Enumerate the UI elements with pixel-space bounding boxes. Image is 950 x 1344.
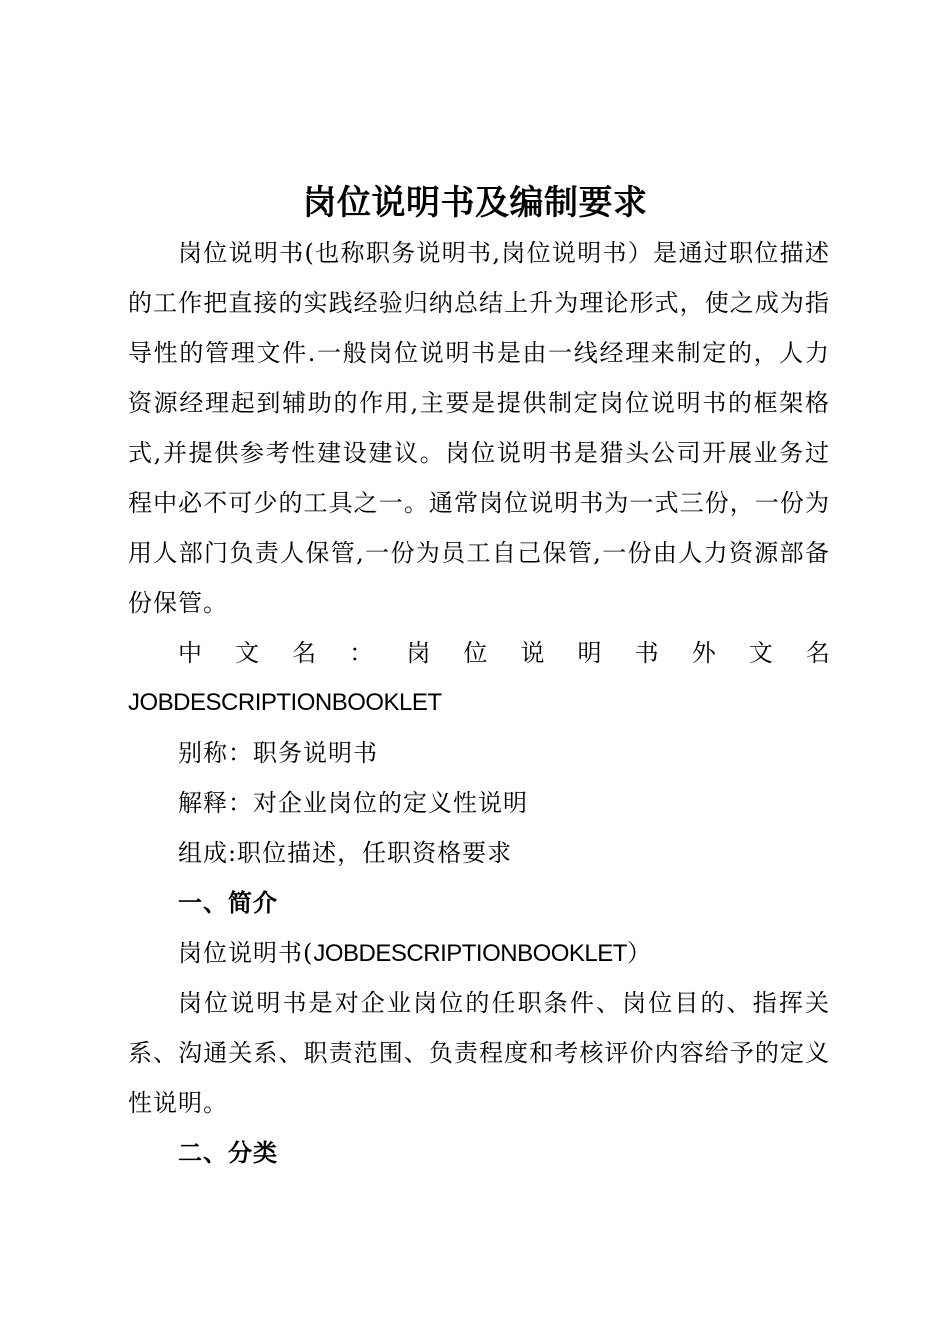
intro-line-latin: JOBDESCRIPTIONBOOKLET <box>313 940 627 967</box>
intro-line-suffix: ） <box>626 939 652 967</box>
name-line-char: 明 <box>577 639 602 667</box>
paragraph-definition: 岗位说明书(也称职务说明书,岗位说明书）是通过职位描述的工作把直接的实践经验归纳总结上升为理论形式，使之成为指导性的管理文件.一般岗位说明书是由一线经理来制定的，人力资源经理起到辅助的作用,主要是提供制定岗位说明书的框架格式,并提供参考性建设建议。岗位说明书是猎头公司开展业务过程中必不可少的工具之一。通常岗位说明书为一式三份，一份为用人部门负责人保管,一份为员工自己保管,一份由人力资源部备份保管。 <box>128 239 830 617</box>
intro-line <box>178 928 652 979</box>
section-heading-intro: 一、简介 <box>178 889 278 917</box>
name-line-char: 文 <box>748 639 773 667</box>
document-title: 岗位说明书及编制要求 <box>302 183 648 223</box>
name-line <box>178 628 830 678</box>
name-line-char: 文 <box>235 639 260 667</box>
paragraph-intro: 岗位说明书是对企业岗位的任职条件、岗位目的、指挥关系、沟通关系、职责范围、负责程度和考核评价内容给予的定义性说明。 <box>128 989 830 1117</box>
foreign-name: JOBDESCRIPTIONBOOKLET <box>128 689 442 716</box>
name-line-char: 名 <box>292 639 317 667</box>
alias-line: 别称：职务说明书 <box>178 739 378 767</box>
section-heading-classification: 二、分类 <box>178 1139 278 1167</box>
intro-line-prefix: 岗位说明书( <box>178 939 314 967</box>
name-line-char: 名 <box>805 639 830 667</box>
explain-line: 解释：对企业岗位的定义性说明 <box>178 789 528 817</box>
name-line-char: 书 <box>634 639 659 667</box>
name-line-char: ： <box>349 639 374 667</box>
name-line-char: 说 <box>520 639 545 667</box>
name-line-char: 中 <box>178 639 202 667</box>
name-line-char: 外 <box>691 639 716 667</box>
compose-line: 组成:职位描述，任职资格要求 <box>178 839 513 867</box>
name-line-char: 岗 <box>406 639 431 667</box>
name-line-char: 位 <box>463 639 488 667</box>
